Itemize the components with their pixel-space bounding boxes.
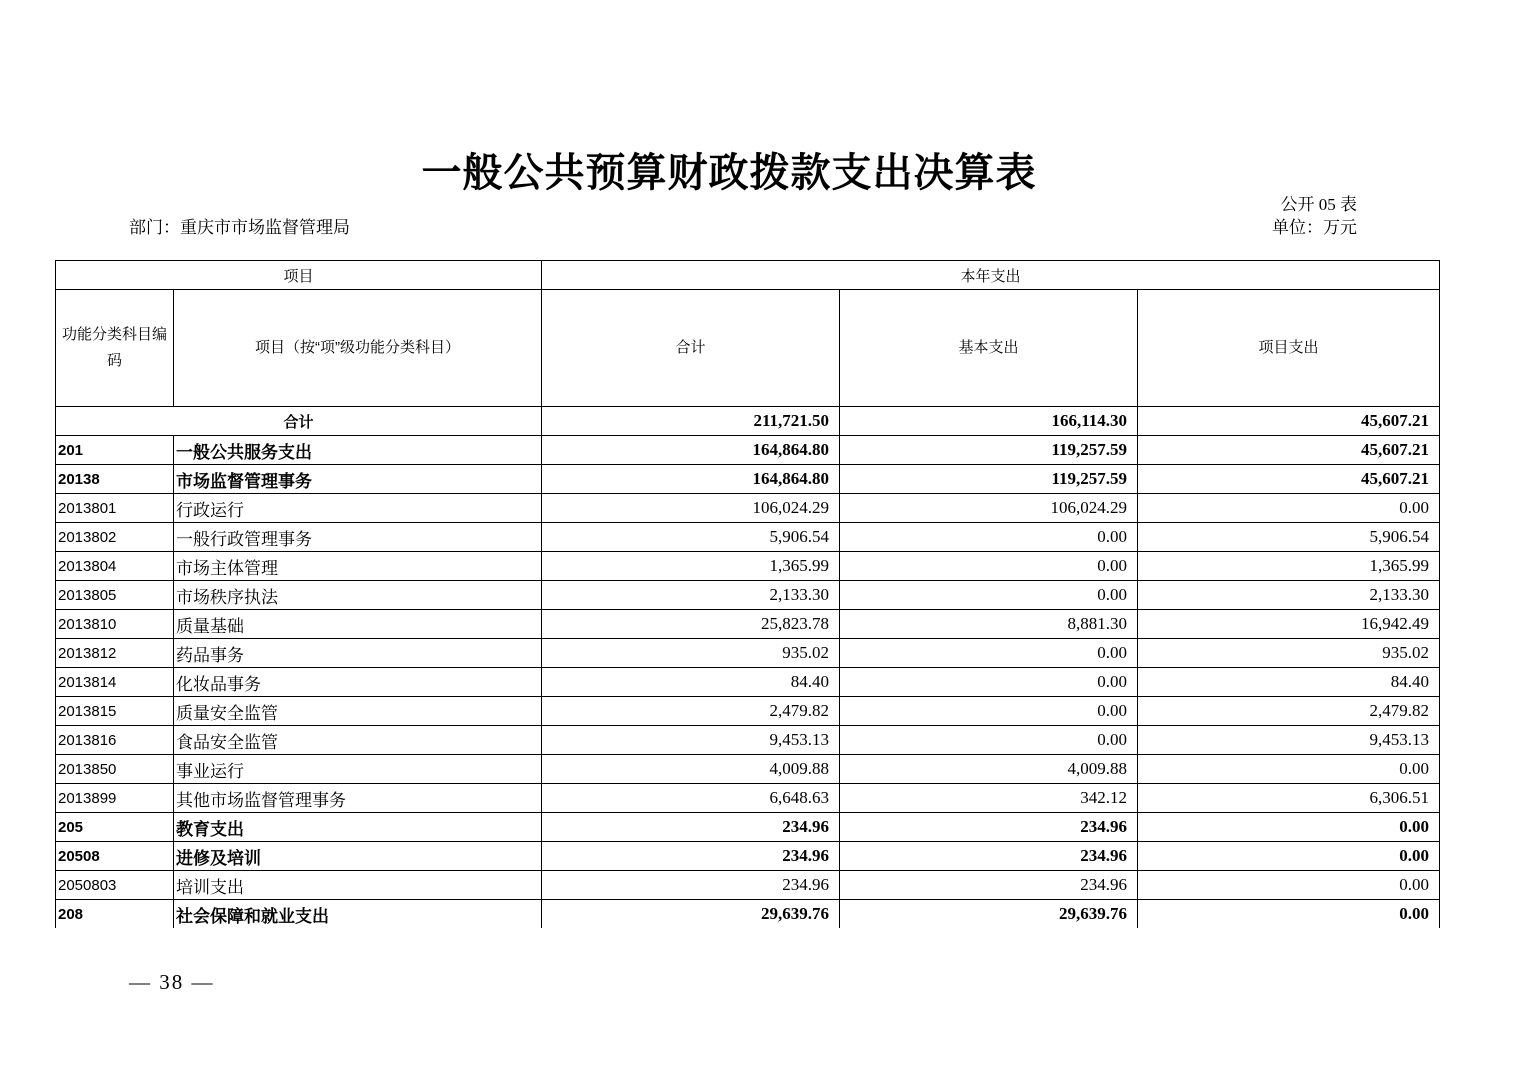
row-item-name: 教育支出 [174, 813, 542, 842]
row-project-expenditure: 0.00 [1138, 900, 1440, 929]
total-row-label: 合计 [56, 407, 542, 436]
row-total: 84.40 [542, 668, 840, 697]
header-group-items: 项目 [56, 261, 542, 290]
row-project-expenditure: 2,133.30 [1138, 581, 1440, 610]
header-basic-expenditure: 基本支出 [840, 290, 1138, 407]
table-row [56, 465, 1440, 494]
row-total: 935.02 [542, 639, 840, 668]
table-row [56, 784, 1440, 813]
row-basic-expenditure: 29,639.76 [840, 900, 1138, 929]
row-basic-expenditure: 0.00 [840, 523, 1138, 552]
table-row [56, 697, 1440, 726]
row-project-expenditure: 16,942.49 [1138, 610, 1440, 639]
table-row [56, 639, 1440, 668]
row-project-expenditure: 1,365.99 [1138, 552, 1440, 581]
row-code: 201 [56, 436, 174, 465]
row-project-expenditure: 2,479.82 [1138, 697, 1440, 726]
row-item-name: 进修及培训 [174, 842, 542, 871]
row-total: 25,823.78 [542, 610, 840, 639]
row-code: 2050803 [56, 871, 174, 900]
row-code: 2013804 [56, 552, 174, 581]
row-total: 234.96 [542, 842, 840, 871]
expenditure-table [55, 260, 1440, 928]
row-total: 2,479.82 [542, 697, 840, 726]
row-code: 20508 [56, 842, 174, 871]
row-code: 2013815 [56, 697, 174, 726]
table-row [56, 813, 1440, 842]
row-project-expenditure: 0.00 [1138, 494, 1440, 523]
row-item-name: 社会保障和就业支出 [174, 900, 542, 929]
table-row [56, 842, 1440, 871]
row-basic-expenditure: 0.00 [840, 581, 1138, 610]
row-project-expenditure: 9,453.13 [1138, 726, 1440, 755]
row-code: 2013850 [56, 755, 174, 784]
row-item-name: 药品事务 [174, 639, 542, 668]
row-basic-expenditure: 0.00 [840, 552, 1138, 581]
row-basic-expenditure: 342.12 [840, 784, 1138, 813]
total-row-project: 45,607.21 [1138, 407, 1440, 436]
table-row [56, 726, 1440, 755]
row-basic-expenditure: 0.00 [840, 668, 1138, 697]
form-number: 公开 05 表 [1280, 195, 1357, 214]
row-basic-expenditure: 0.00 [840, 697, 1138, 726]
row-item-name: 行政运行 [174, 494, 542, 523]
total-row [56, 407, 1440, 436]
row-item-name: 市场监督管理事务 [174, 465, 542, 494]
row-code: 20138 [56, 465, 174, 494]
row-total: 29,639.76 [542, 900, 840, 929]
row-item-name: 培训支出 [174, 871, 542, 900]
row-total: 5,906.54 [542, 523, 840, 552]
row-basic-expenditure: 0.00 [840, 726, 1138, 755]
total-row-total: 211,721.50 [542, 407, 840, 436]
table-row [56, 755, 1440, 784]
row-item-name: 质量基础 [174, 610, 542, 639]
row-project-expenditure: 5,906.54 [1138, 523, 1440, 552]
row-project-expenditure: 84.40 [1138, 668, 1440, 697]
header-project-expenditure: 项目支出 [1138, 290, 1440, 407]
row-basic-expenditure: 119,257.59 [840, 465, 1138, 494]
row-total: 164,864.80 [542, 465, 840, 494]
row-project-expenditure: 45,607.21 [1138, 436, 1440, 465]
row-basic-expenditure: 106,024.29 [840, 494, 1138, 523]
row-code: 2013801 [56, 494, 174, 523]
table-row [56, 494, 1440, 523]
row-basic-expenditure: 234.96 [840, 842, 1138, 871]
row-item-name: 化妆品事务 [174, 668, 542, 697]
row-item-name: 一般公共服务支出 [174, 436, 542, 465]
table-row [56, 581, 1440, 610]
header-function-code: 功能分类科目编码 [56, 290, 174, 407]
row-basic-expenditure: 4,009.88 [840, 755, 1138, 784]
row-project-expenditure: 0.00 [1138, 755, 1440, 784]
row-total: 6,648.63 [542, 784, 840, 813]
row-code: 2013805 [56, 581, 174, 610]
row-project-expenditure: 0.00 [1138, 842, 1440, 871]
row-code: 2013802 [56, 523, 174, 552]
row-item-name: 市场主体管理 [174, 552, 542, 581]
row-total: 164,864.80 [542, 436, 840, 465]
row-item-name: 市场秩序执法 [174, 581, 542, 610]
table-row [56, 610, 1440, 639]
row-code: 205 [56, 813, 174, 842]
row-total: 106,024.29 [542, 494, 840, 523]
row-basic-expenditure: 234.96 [840, 813, 1138, 842]
row-project-expenditure: 6,306.51 [1138, 784, 1440, 813]
row-total: 9,453.13 [542, 726, 840, 755]
row-item-name: 其他市场监督管理事务 [174, 784, 542, 813]
table-row [56, 900, 1440, 929]
row-total: 234.96 [542, 813, 840, 842]
table-row [56, 668, 1440, 697]
row-project-expenditure: 0.00 [1138, 871, 1440, 900]
row-code: 2013814 [56, 668, 174, 697]
row-code: 2013810 [56, 610, 174, 639]
row-basic-expenditure: 234.96 [840, 871, 1138, 900]
row-code: 2013812 [56, 639, 174, 668]
page-title: 一般公共预算财政拨款支出决算表 [421, 149, 1037, 196]
table-row [56, 871, 1440, 900]
header-total: 合计 [542, 290, 840, 407]
row-project-expenditure: 0.00 [1138, 813, 1440, 842]
row-item-name: 食品安全监管 [174, 726, 542, 755]
table-row [56, 436, 1440, 465]
row-total: 1,365.99 [542, 552, 840, 581]
row-project-expenditure: 45,607.21 [1138, 465, 1440, 494]
header-group-current-year-expenditure: 本年支出 [542, 261, 1440, 290]
row-code: 2013816 [56, 726, 174, 755]
row-basic-expenditure: 8,881.30 [840, 610, 1138, 639]
department-label: 部门：重庆市市场监督管理局 [129, 218, 350, 237]
row-basic-expenditure: 119,257.59 [840, 436, 1138, 465]
table-row [56, 552, 1440, 581]
table-row [56, 523, 1440, 552]
total-row-basic: 166,114.30 [840, 407, 1138, 436]
unit-label: 单位：万元 [1272, 218, 1357, 237]
row-total: 4,009.88 [542, 755, 840, 784]
row-item-name: 事业运行 [174, 755, 542, 784]
row-item-name: 一般行政管理事务 [174, 523, 542, 552]
row-code: 208 [56, 900, 174, 929]
row-total: 2,133.30 [542, 581, 840, 610]
row-item-name: 质量安全监管 [174, 697, 542, 726]
row-basic-expenditure: 0.00 [840, 639, 1138, 668]
row-project-expenditure: 935.02 [1138, 639, 1440, 668]
header-item-name: 项目（按“项”级功能分类科目） [174, 290, 542, 407]
row-total: 234.96 [542, 871, 840, 900]
row-code: 2013899 [56, 784, 174, 813]
page-number: — 38 — [129, 970, 215, 994]
